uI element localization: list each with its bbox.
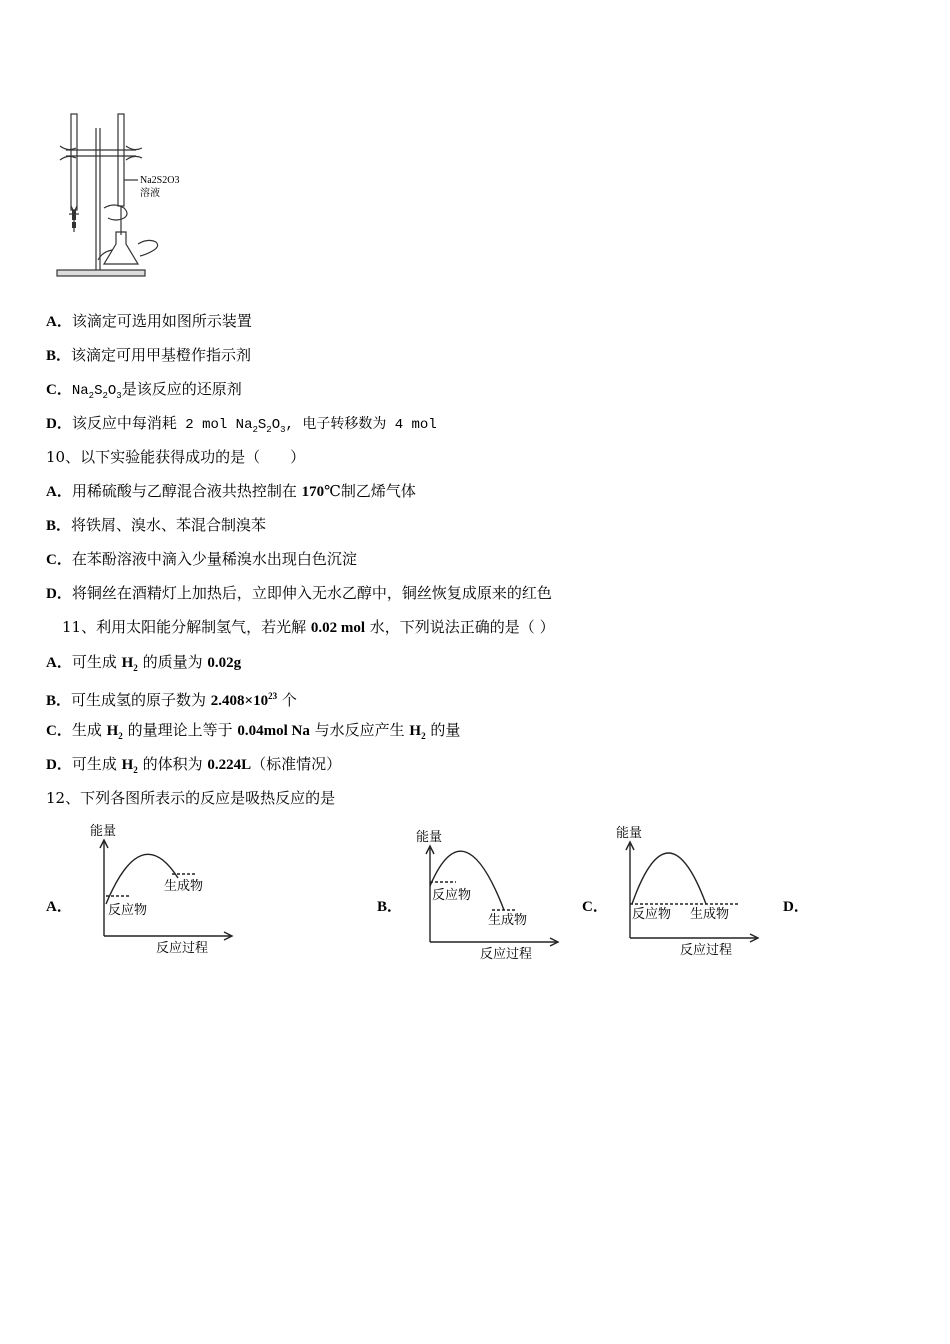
q11-option-c: C．生成 $H_2$ 的量理论上等于 0.04mol Na 与水反应产生 $H_2$ 的量 — [46, 721, 461, 741]
option-letter: B． — [46, 693, 72, 709]
option-text: 该滴定可用甲基橙作指示剂 — [71, 346, 252, 364]
y-axis-label: 能量 — [90, 824, 117, 839]
q11-stem: 11、利用太阳能分解制氢气，若光解 0.02 mol 水，下列说法正确的是（ ） — [62, 618, 555, 636]
formula: 2 mol $Na_2S_2O_3$, 电子转移数为 4 mol — [176, 417, 437, 435]
option-letter: A． — [46, 484, 72, 500]
option-letter: C． — [46, 723, 72, 739]
q9-option-c — [46, 379, 242, 406]
option-letter: A． — [46, 655, 72, 671]
q10-stem: 10、以下实验能获得成功的是（ ） — [46, 448, 306, 466]
q10-option-c — [46, 549, 357, 570]
x-axis-label: 反应过程 — [156, 941, 209, 956]
q11-option-a: A．可生成 $H_2$ 的质量为 0.02g — [46, 653, 242, 673]
q10-option-a: A．用稀硫酸与乙醇混合液共热控制在 170℃制乙烯气体 — [46, 482, 416, 500]
product-label: 生成物 — [690, 907, 730, 922]
option-letter: D． — [46, 586, 72, 602]
y-axis-label: 能量 — [416, 830, 443, 845]
option-text: 将铜丝在酒精灯上加热后，立即伸入无水乙醇中，铜丝恢复成原来的红色 — [71, 584, 552, 602]
q9-option-a — [46, 311, 252, 332]
option-text: 是该反应的还原剂 — [121, 380, 242, 398]
option-text: 该滴定可选用如图所示装置 — [71, 312, 252, 330]
energy-graph-c — [612, 822, 762, 962]
energy-graph-b — [412, 826, 562, 966]
q12-letter-d: D． — [783, 899, 809, 915]
reactant-label: 反应物 — [108, 903, 148, 918]
product-label: 生成物 — [164, 879, 204, 894]
q12-letter-c: C． — [582, 899, 608, 915]
q12-stem: 12、下列各图所表示的反应是吸热反应的是 — [46, 789, 336, 807]
option-letter: D． — [46, 757, 72, 773]
q11-option-b: B．可生成氢的原子数为 $2.408\times 10^{23}$ 个 — [46, 691, 297, 709]
reagent-label: Na2S2O3 — [140, 175, 180, 186]
option-letter: C． — [46, 552, 72, 568]
reagent-label-2: 溶液 — [140, 188, 160, 199]
option-letter: B． — [46, 518, 72, 534]
reactant-label: 反应物 — [432, 888, 472, 903]
option-letter: D． — [46, 416, 72, 432]
q12-letter-b: B． — [377, 899, 403, 915]
q12-letter-a: A． — [46, 899, 72, 915]
reactant-label: 反应物 — [632, 907, 672, 922]
q10-option-b — [46, 515, 266, 536]
product-label: 生成物 — [488, 913, 528, 928]
option-letter: C． — [46, 382, 72, 398]
x-axis-label: 反应过程 — [680, 943, 733, 958]
q9-option-b — [46, 345, 251, 366]
y-axis-label: 能量 — [616, 826, 643, 841]
x-axis-label: 反应过程 — [480, 947, 533, 962]
formula: $Na_2S_2O_3$ — [71, 383, 122, 401]
q11-option-d: D．可生成 $H_2$ 的体积为 0.224L（标准情况） — [46, 755, 342, 775]
q9-option-d — [46, 413, 437, 440]
option-text: 将铁屑、溴水、苯混合制溴苯 — [71, 516, 267, 534]
energy-graph-a — [86, 820, 236, 960]
titration-apparatus-figure — [52, 110, 202, 282]
option-text: 在苯酚溶液中滴入少量稀溴水出现白色沉淀 — [71, 550, 357, 568]
option-text: 该反应中每消耗 — [71, 414, 177, 432]
option-letter: B． — [46, 348, 72, 364]
option-letter: A． — [46, 314, 72, 330]
q10-option-d — [46, 583, 552, 604]
